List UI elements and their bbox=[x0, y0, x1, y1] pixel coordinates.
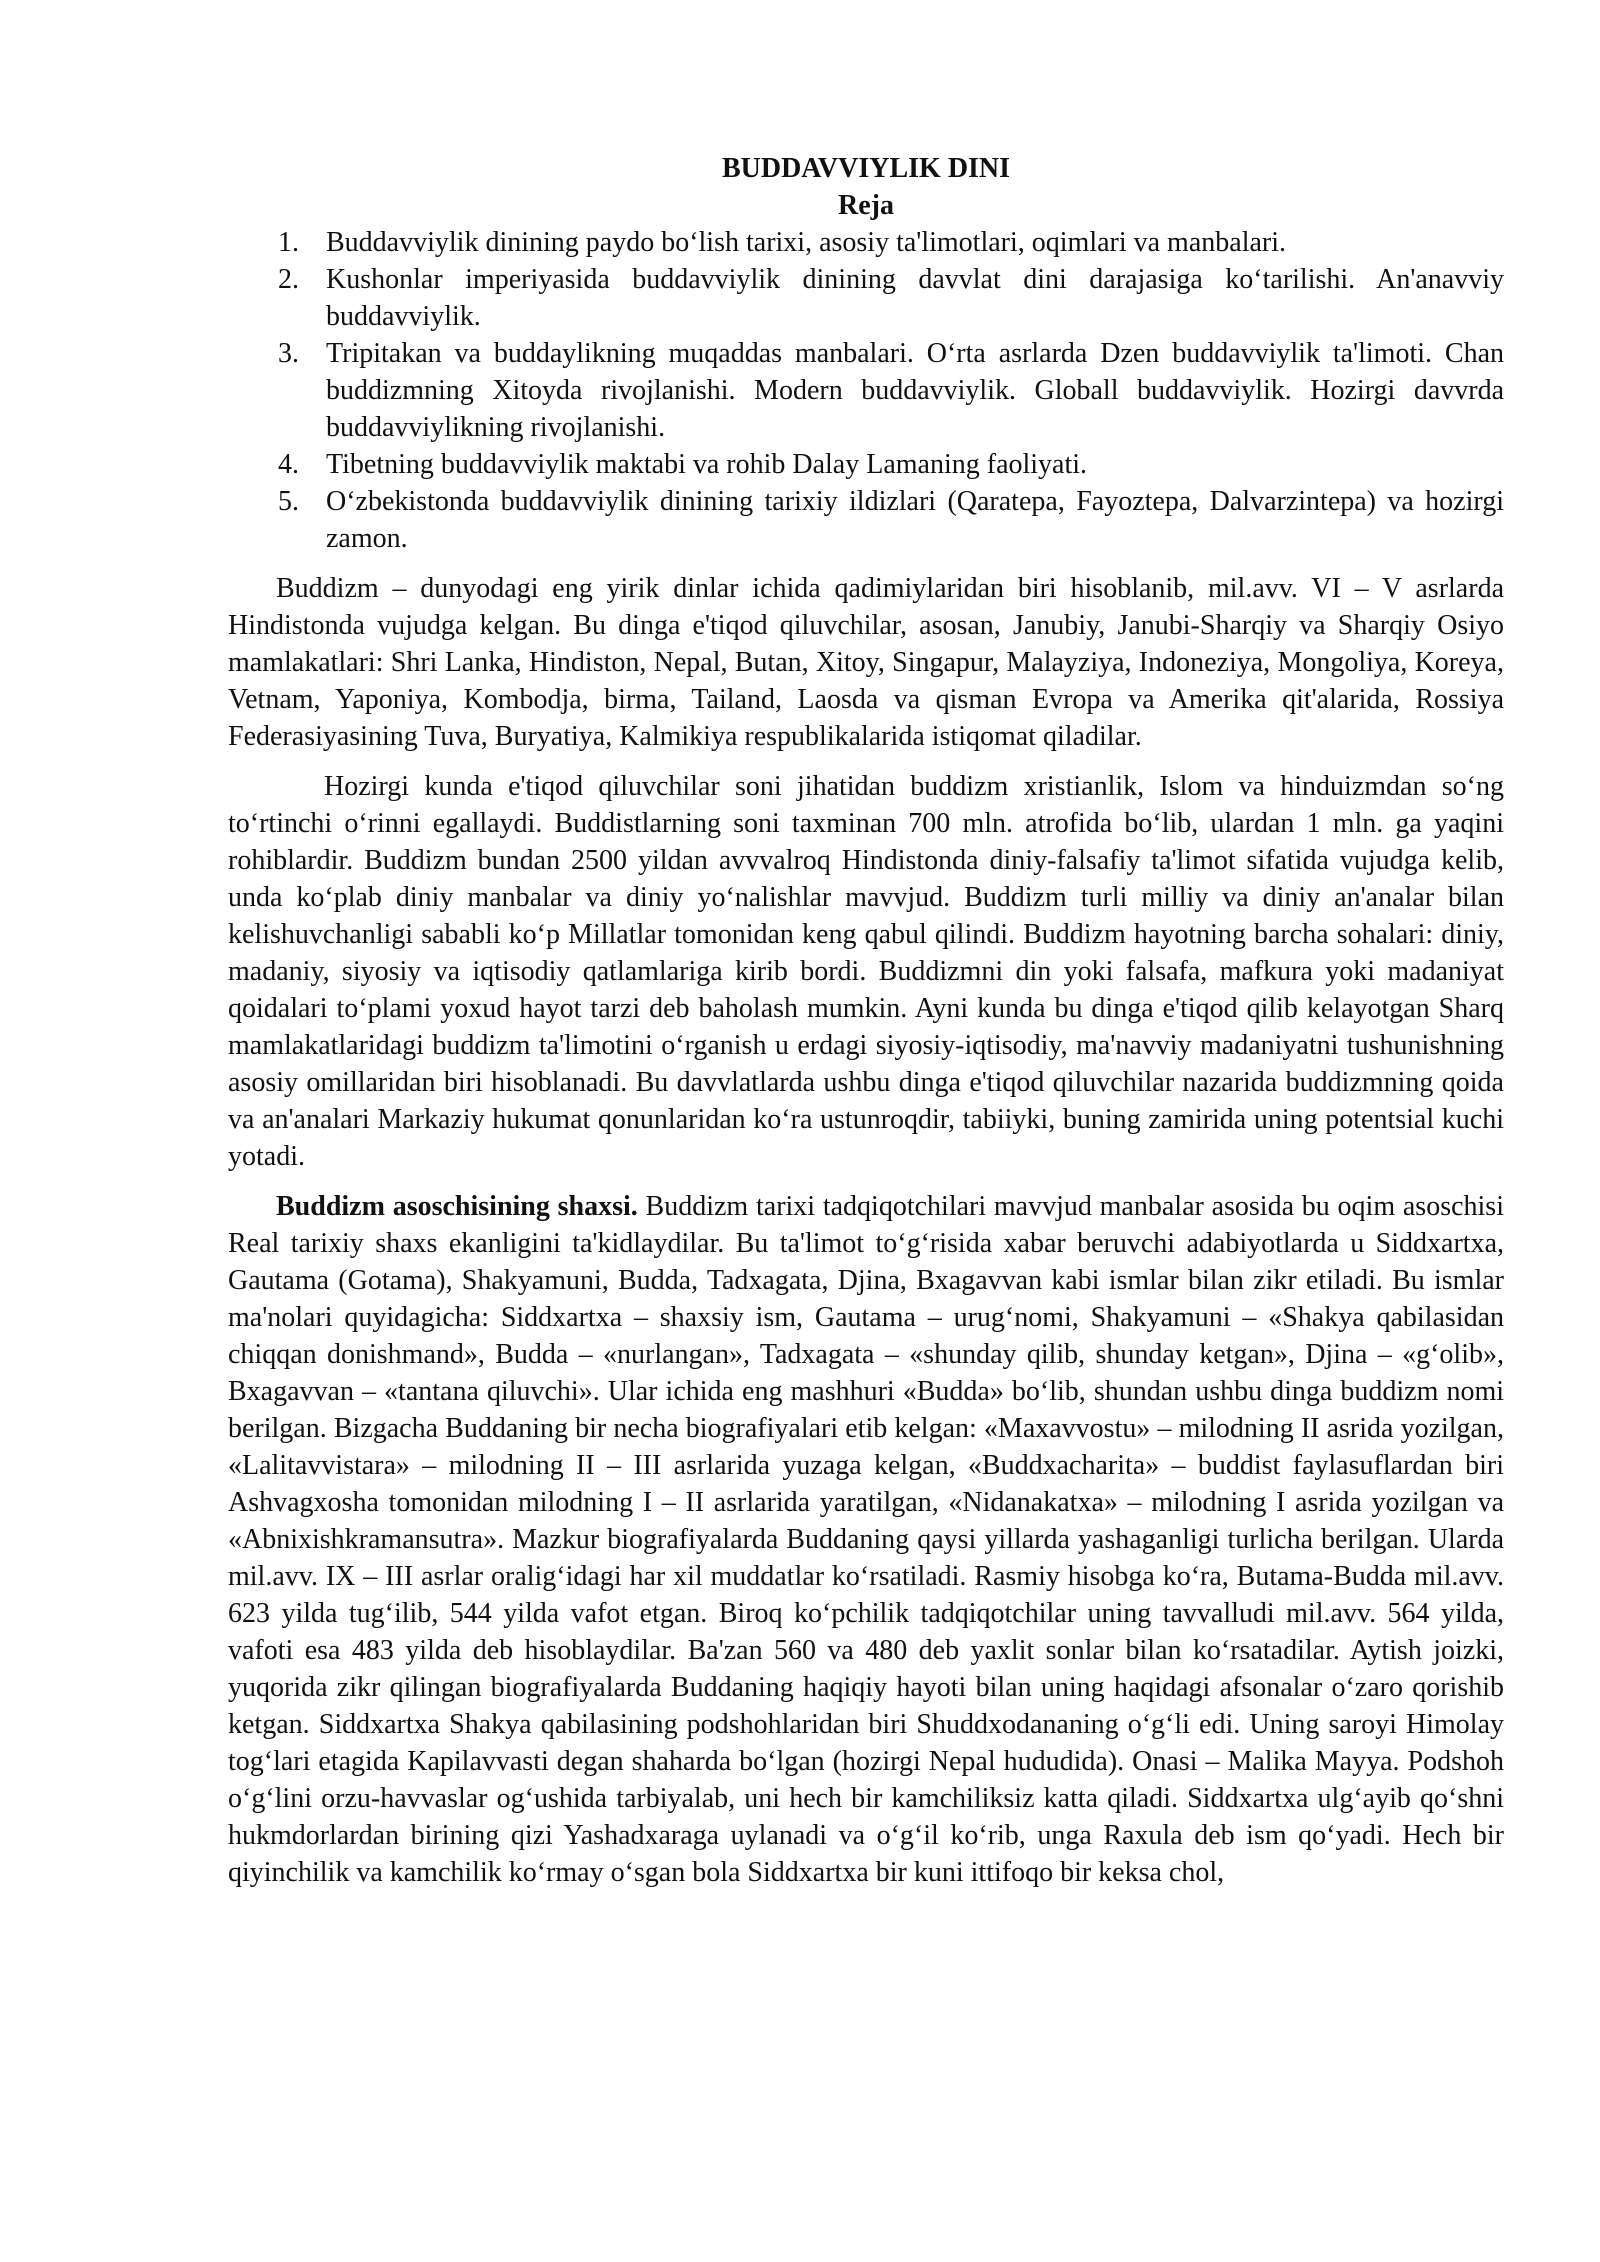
plan-item-number: 3. bbox=[278, 338, 299, 369]
document-title: BUDDAVVIYLIK DINI bbox=[721, 153, 1011, 184]
paragraph-intro: Buddizm – dunyodagi eng yirik dinlar ichida qadimiylaridan biri hisoblanib, mil.avv. VI – V asrlarda Hindistonda vujudga kelgan. Bu dinga e'tiqod qiluvchilar, asosan, Janubiy, Janubi-Sharqiy va Sharqiy Osiyo mamlakatlari: Shri Lanka, Hindiston, Nepal, Butan, Xitoy, Singapur, Malayziya, Indoneziya, Mongoliya, Koreya, Vetnam, Yaponiya, Kombodja, birma, Tailand, Laosda va qisman Evropa va Amerika qit'alarida, Rossiya Federasiyasining Tuva, Buryatiya, Kalmikiya respublikalarida istiqomat qiladilar. bbox=[228, 573, 1504, 752]
document-page bbox=[228, 150, 1504, 1891]
plan-item-number: 5. bbox=[278, 486, 299, 517]
paragraph-founder bbox=[228, 1188, 1504, 1891]
paragraph-founder-heading: Buddizm asoschisining shaxsi. bbox=[276, 1191, 638, 1222]
paragraph-followers: Hozirgi kunda e'tiqod qiluvchilar soni jihatidan buddizm xristianlik, Islom va hinduizmdan so‘ng to‘rtinchi o‘rinni egallaydi. Buddistlarning soni taxminan 700 mln. atrofida bo‘lib, ulardan 1 mln. ga yaqini rohiblardir. Buddizm bundan 2500 yildan avvvalroq Hindistonda diniy-falsafiy ta'limot sifatida vujudga kelib, unda ko‘plab diniy manbalar va diniy yo‘nalishlar mavvjud. Buddizm turli milliy va diniy an'analar bilan kelishuvchanligi sababli ko‘p Millatlar tomonidan keng qabul qilindi. Buddizm hayotning barcha sohalari: diniy, madaniy, siyosiy va iqtisodiy qatlamlariga kirib bordi. Buddizmni din yoki falsafa, mafkura yoki madaniyat qoidalari to‘plami yoxud hayot tarzi deb baholash mumkin. Ayni kunda bu dinga e'tiqod qilib kelayotgan Sharq mamlakatlaridagi buddizm ta'limotini o‘rganish u erdagi siyosiy-iqtisodiy, ma'navviy madaniyatni tushunishning asosiy omillaridan biri hisoblanadi. Bu davvlatlarda ushbu dinga e'tiqod qiluvchilar nazarida buddizmning qoida va an'analari Markaziy hukumat qonunlaridan ko‘ra ustunroqdir, tabiiyki, buning zamirida uning potentsial kuchi yotadi. bbox=[228, 771, 1504, 1172]
plan-item-number: 1. bbox=[278, 227, 299, 258]
plan-item-text: Kushonlar imperiyasida buddavviylik dinining davvlat dini darajasiga ko‘tarilishi. An'anavviy buddavviylik. bbox=[326, 264, 1504, 332]
plan-item bbox=[228, 224, 1504, 261]
plan-item-text: Tripitakan va buddaylikning muqaddas manbalari. O‘rta asrlarda Dzen buddavviylik ta'limoti. Chan buddizmning Xitoyda rivojlanishi. Modern buddavviylik. Globall buddavviylik. Hozirgi davvrda buddavviylikning rivojlanishi. bbox=[326, 338, 1504, 443]
plan-item bbox=[228, 261, 1504, 335]
plan-item-text: O‘zbekistonda buddavviylik dinining tarixiy ildizlari (Qaratepa, Fayoztepa, Dalvarzintepa) va hozirgi zamon. bbox=[326, 486, 1504, 554]
plan-item bbox=[228, 335, 1504, 446]
plan-item-number: 2. bbox=[278, 264, 299, 295]
plan-item-text: Tibetning buddavviylik maktabi va rohib Dalay Lamaning faoliyati. bbox=[326, 449, 1088, 480]
plan-item bbox=[228, 446, 1504, 483]
plan-list bbox=[228, 224, 1504, 557]
plan-item-text: Buddavviylik dinining paydo bo‘lish tarixi, asosiy ta'limotlari, oqimlari va manbalari. bbox=[326, 227, 1286, 258]
plan-item bbox=[228, 483, 1504, 557]
paragraph-founder-text: Buddizm tarixi tadqiqotchilari mavvjud manbalar asosida bu oqim asoschisi Real tarixiy shaxs ekanligini ta'kidlaydilar. Bu ta'limot to‘g‘risida xabar beruvchi adabiyotlarda u Siddxartxa, Gautama (Gotama), Shakyamuni, Budda, Tadxagata, Djina, Bxagavvan kabi ismlar bilan zikr etiladi. Bu ismlar ma'nolari quyidagicha: Siddxartxa – shaxsiy ism, Gautama – urug‘nomi, Shakyamuni – «Shakya qabilasidan chiqqan donishmand», Budda – «nurlangan», Tadxagata – «shunday qilib, shunday ketgan», Djina – «g‘olib», Bxagavvan – «tantana qiluvchi». Ular ichida eng mashhuri «Budda» bo‘lib, shundan ushbu dinga buddizm nomi berilgan. Bizgacha Buddaning bir necha biografiyalari etib kelgan: «Maxavvostu» – milodning II asrida yozilgan, «Lalitavvistara» – milodning II – III asrlarida yuzaga kelgan, «Buddxacharita» – buddist faylasuflardan biri Ashvagxosha tomonidan milodning I – II asrlarida yaratilgan, «Nidanakatxa» – milodning I asrida yozilgan va «Abnixishkramansutra». Mazkur biografiyalarda Buddaning qaysi yillarda yashaganligi turlicha berilgan. Ularda mil.avv. IX – III asrlar oralig‘idagi har xil muddatlar ko‘rsatiladi. Rasmiy hisobga ko‘ra, Butama-Budda mil.avv. 623 yilda tug‘ilib, 544 yilda vafot etgan. Biroq ko‘pchilik tadqiqotchilar uning tavvalludi mil.avv. 564 yilda, vafoti esa 483 yilda deb hisoblaydilar. Ba'zan 560 va 480 deb yaxlit sonlar bilan ko‘rsatadilar. Aytish joizki, yuqorida zikr qilingan biografiyalarda Buddaning haqiqiy hayoti bilan uning haqidagi afsonalar o‘zaro qorishib ketgan. Siddxartxa Shakya qabilasining podshohlaridan biri Shuddxodananing o‘g‘li edi. Uning saroyi Himolay tog‘lari etagida Kapilavvasti degan shaharda bo‘lgan (hozirgi Nepal hududida). Onasi – Malika Mayya. Podshoh o‘g‘lini orzu-havvaslar og‘ushida tarbiyalab, uni hech bir kamchiliksiz katta qiladi. Siddxartxa ulg‘ayib qo‘shni hukmdorlardan birining qizi Yashadxaraga uylanadi va o‘g‘il ko‘rib, unga Raxula deb ism qo‘yadi. Hech bir qiyinchilik va kamchilik ko‘rmay o‘sgan bola Siddxartxa bir kuni ittifoqo bir keksa chol, bbox=[228, 1191, 1504, 1888]
plan-heading: Reja bbox=[838, 190, 894, 221]
plan-item-number: 4. bbox=[278, 449, 299, 480]
